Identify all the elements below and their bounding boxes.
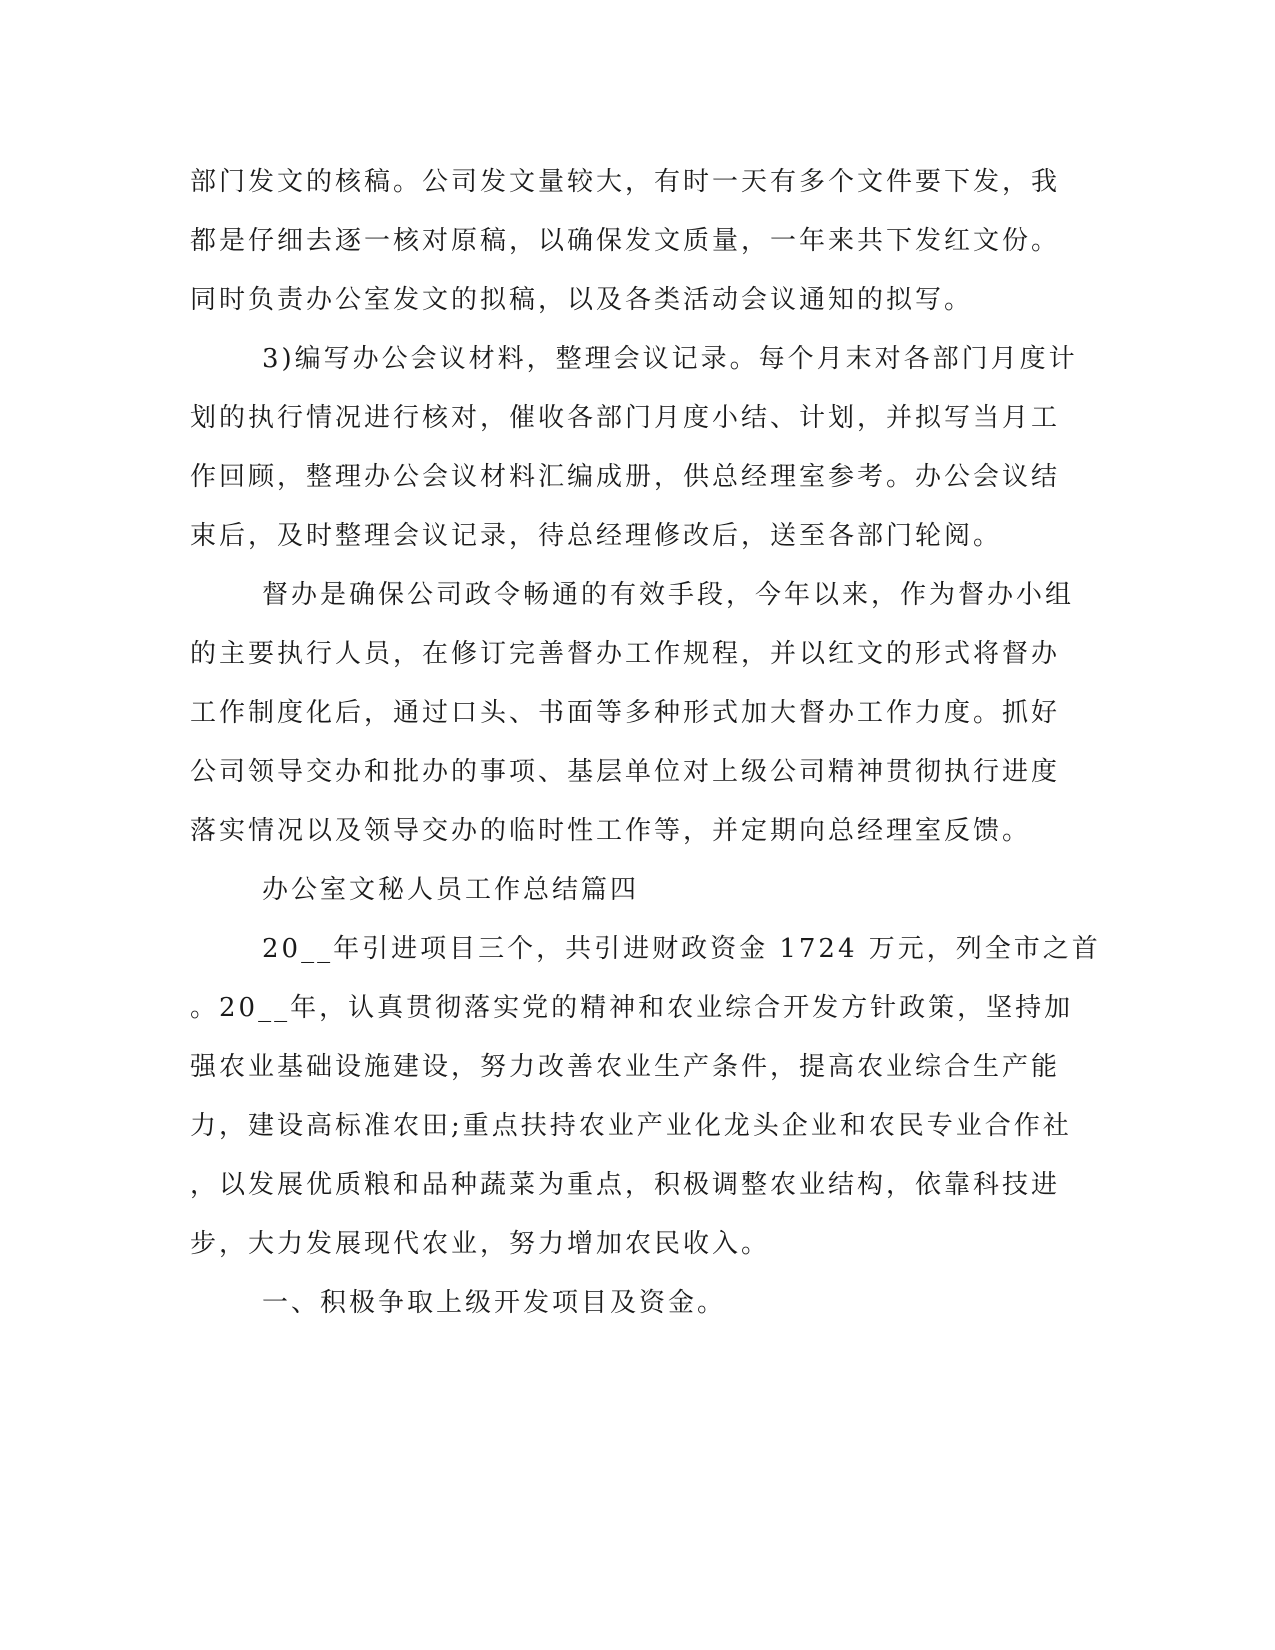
text-line: 。20__年，认真贯彻落实党的精神和农业综合开发方针政策，坚持加 <box>190 993 1074 1023</box>
paragraph-first-line: 督办是确保公司政令畅通的有效手段，今年以来，作为督办小组 <box>262 580 1075 610</box>
text-line: 部门发文的核稿。公司发文量较大，有时一天有多个文件要下发，我 <box>190 167 1061 197</box>
text-line: 落实情况以及领导交办的临时性工作等，并定期向总经理室反馈。 <box>190 816 1032 846</box>
paragraph-first-line: 20__年引进项目三个，共引进财政资金 1724 万元，列全市之首 <box>262 934 1101 964</box>
paragraph-first-line: 3)编写办公会议材料，整理会议记录。每个月末对各部门月度计 <box>262 344 1078 374</box>
text-line: 束后，及时整理会议记录，待总经理修改后，送至各部门轮阅。 <box>190 521 1003 551</box>
text-line: 的主要执行人员，在修订完善督办工作规程，并以红文的形式将督办 <box>190 639 1061 669</box>
subsection-heading: 一、积极争取上级开发项目及资金。 <box>262 1288 727 1318</box>
text-line: 划的执行情况进行核对，催收各部门月度小结、计划，并拟写当月工 <box>190 403 1061 433</box>
text-line: 作回顾，整理办公会议材料汇编成册，供总经理室参考。办公会议结 <box>190 462 1061 492</box>
text-line: 同时负责办公室发文的拟稿，以及各类活动会议通知的拟写。 <box>190 285 974 315</box>
text-line: ，以发展优质粮和品种蔬菜为重点，积极调整农业结构，依靠科技进 <box>190 1170 1061 1200</box>
text-line: 都是仔细去逐一核对原稿，以确保发文质量，一年来共下发红文份。 <box>190 226 1061 256</box>
text-line: 强农业基础设施建设，努力改善农业生产条件，提高农业综合生产能 <box>190 1052 1061 1082</box>
text-line: 工作制度化后，通过口头、书面等多种形式加大督办工作力度。抓好 <box>190 698 1061 728</box>
text-line: 步，大力发展现代农业，努力增加农民收入。 <box>190 1229 771 1259</box>
text-line: 力，建设高标准农田;重点扶持农业产业化龙头企业和农民专业合作社 <box>190 1111 1072 1141</box>
text-line: 公司领导交办和批办的事项、基层单位对上级公司精神贯彻执行进度 <box>190 757 1061 787</box>
section-heading: 办公室文秘人员工作总结篇四 <box>262 875 640 905</box>
